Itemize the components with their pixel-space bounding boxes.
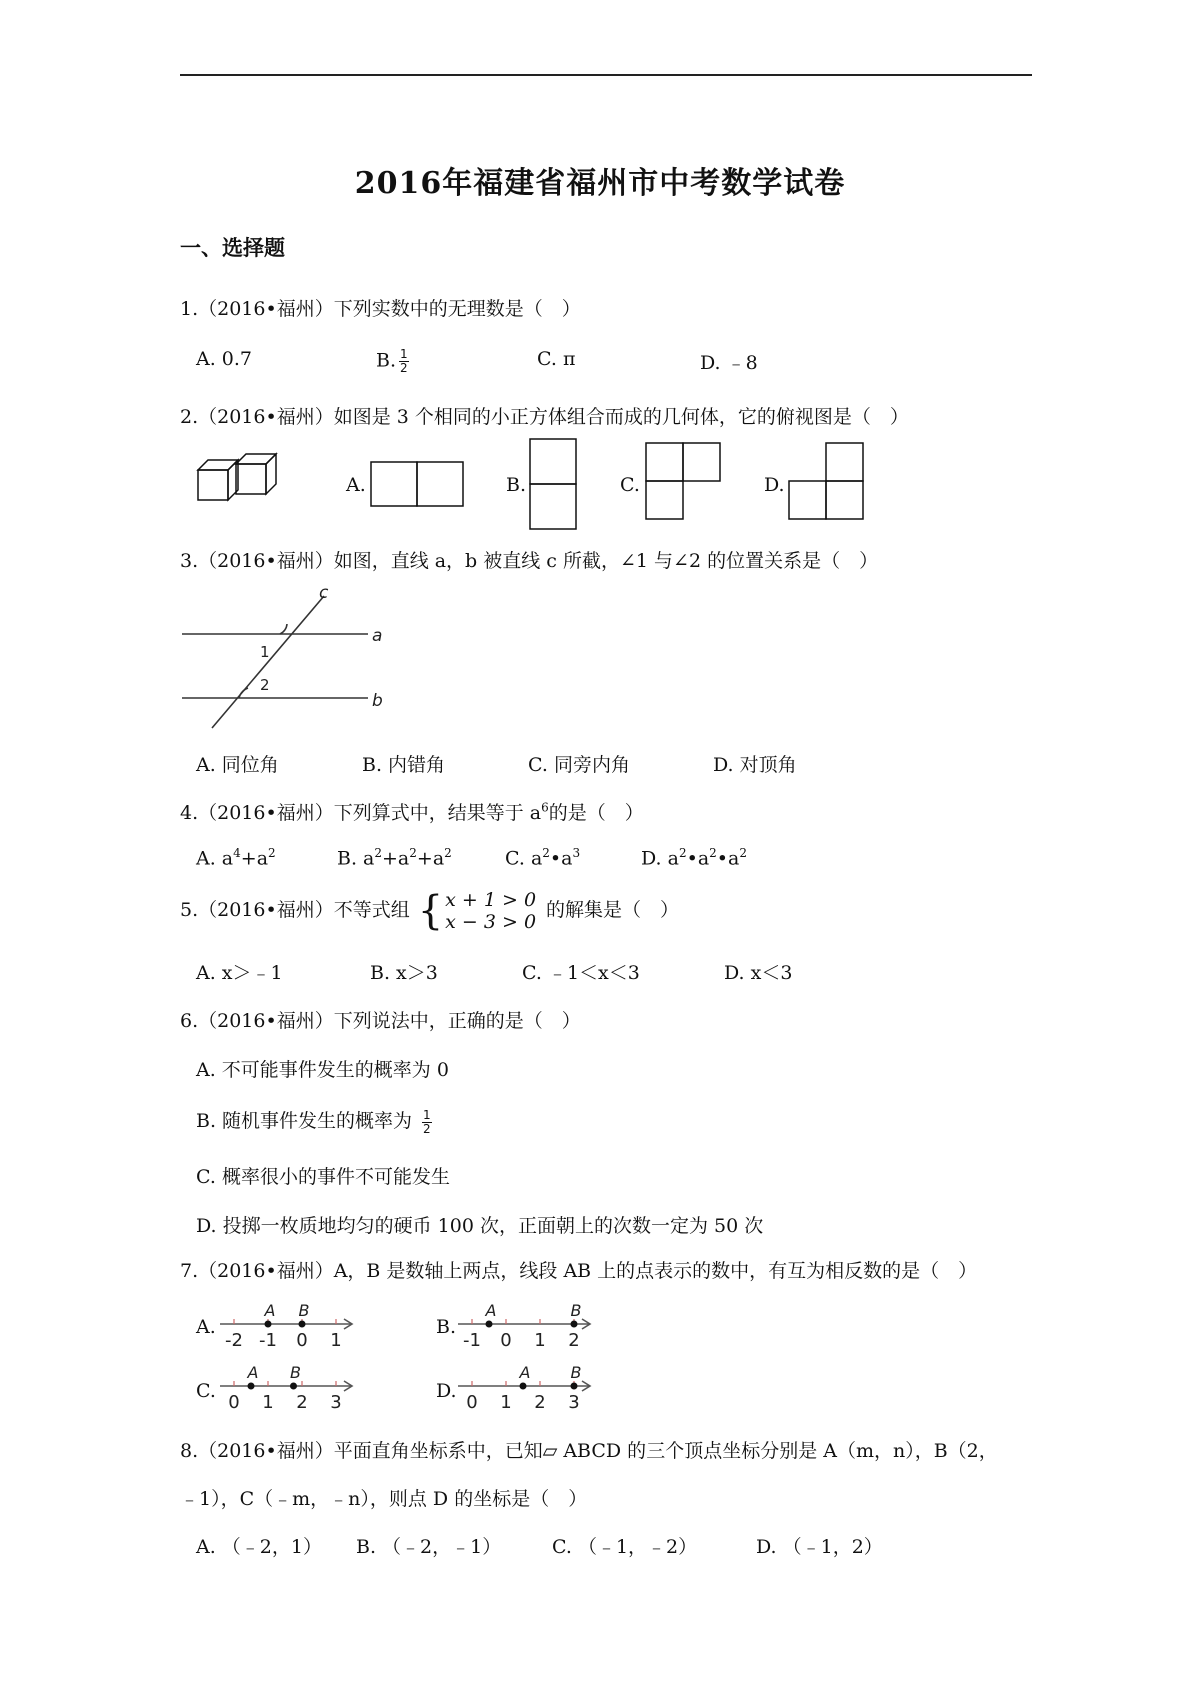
- brace-icon: {: [417, 888, 444, 934]
- fraction: [399, 348, 409, 375]
- q4-d-text: •a: [716, 847, 740, 870]
- question-7-stem: 7.（2016•福州）A，B 是数轴上两点，线段 AB 上的点表示的数中，有互为相反数的是（ ）: [180, 1260, 978, 1282]
- q2-option-a-label: A.: [346, 474, 366, 496]
- point-a-label: A: [264, 1301, 276, 1320]
- q4-d-sup: 2: [739, 846, 747, 860]
- q7-option-a-label: A.: [196, 1316, 216, 1338]
- fraction-denominator: 2: [423, 1121, 431, 1136]
- point-a-label: A: [519, 1363, 531, 1382]
- tick-label: 2: [534, 1392, 546, 1413]
- q7-option-b-label: B.: [436, 1316, 457, 1338]
- fraction-numerator: 1: [423, 1107, 431, 1122]
- q5-option-a: A. x＞﹣1: [196, 962, 283, 984]
- point-b-label: B: [290, 1363, 301, 1382]
- tick-label: 1: [534, 1330, 546, 1351]
- question-2-stem: 2.（2016•福州）如图是 3 个相同的小正方体组合而成的几何体，它的俯视图是（ ）: [180, 406, 909, 428]
- q4-a-text: +a: [240, 847, 269, 870]
- number-line-a: [220, 1296, 380, 1354]
- question-8-line-1: 8.（2016•福州）平面直角坐标系中，已知▱ ABCD 的三个顶点坐标分别是 A（m，n），B（2，: [180, 1440, 998, 1462]
- q1-option-b: [376, 348, 409, 375]
- point-a-dot: [486, 1321, 493, 1328]
- tick-label: 1: [330, 1330, 342, 1351]
- point-b-label: B: [570, 1301, 582, 1320]
- angle-2-label: 2: [260, 676, 270, 694]
- q1-option-c: C. π: [537, 348, 576, 370]
- q6-option-d: D. 投掷一枚质地均匀的硬币 100 次，正面朝上的次数一定为 50 次: [196, 1215, 764, 1237]
- q8-option-d: D. （﹣1，2）: [756, 1536, 883, 1558]
- parallel-lines-figure: [178, 586, 398, 736]
- point-b-label: B: [298, 1301, 310, 1320]
- q2-option-a-figure: [370, 461, 466, 509]
- q6-option-c: C. 概率很小的事件不可能发生: [196, 1166, 450, 1188]
- point-b-dot: [571, 1383, 578, 1390]
- q4-option-d: [641, 846, 747, 869]
- q3-option-d: D. 对顶角: [713, 754, 797, 776]
- angle-1-label: 1: [260, 643, 270, 661]
- q1-option-a: A. 0.7: [196, 348, 253, 370]
- point-b-dot: [299, 1321, 306, 1328]
- q4-b-sup: 2: [444, 846, 452, 860]
- q8-option-c: C. （﹣1，﹣2）: [552, 1536, 698, 1558]
- number-line-b: [458, 1296, 618, 1354]
- tick-label: 0: [296, 1330, 308, 1351]
- point-a-label: A: [247, 1363, 259, 1382]
- q1-option-d: D. ﹣8: [700, 352, 758, 374]
- tick-label: 3: [568, 1392, 580, 1413]
- q4-c-text: C. a: [505, 847, 543, 870]
- label-c: c: [319, 586, 329, 603]
- fraction-numerator: 1: [400, 347, 408, 361]
- page-title: 2016年福建省福州市中考数学试卷: [354, 166, 846, 201]
- point-a-dot: [265, 1321, 272, 1328]
- q4-b-text: +a: [382, 847, 410, 870]
- label-a: a: [372, 626, 383, 646]
- tick-label: 0: [500, 1330, 512, 1351]
- q2-option-c-figure: [645, 442, 725, 524]
- number-line-d: [458, 1358, 628, 1416]
- point-a-label: A: [485, 1301, 497, 1320]
- q8-option-b: B. （﹣2，﹣1）: [356, 1536, 502, 1558]
- number-line-c: [220, 1358, 380, 1416]
- header-rule: [180, 74, 1032, 76]
- q4-d-text: •a: [686, 847, 710, 870]
- q3-option-c: C. 同旁内角: [528, 754, 630, 776]
- q7-option-c-label: C.: [196, 1380, 216, 1402]
- inequality-system: [445, 889, 536, 933]
- q5-stem-pre: 5.（2016•福州）不等式组: [180, 899, 410, 921]
- q6-option-b: [196, 1106, 432, 1136]
- question-3-stem: 3.（2016•福州）如图，直线 a，b 被直线 c 所截，∠1 与∠2 的位置关系是（ ）: [180, 550, 879, 572]
- q4-a-sup: 2: [268, 846, 276, 860]
- question-4-stem: [180, 798, 644, 825]
- cube-solid-figure: [196, 448, 296, 508]
- q4-b-text: +a: [416, 847, 445, 870]
- label-b: b: [372, 691, 383, 711]
- fraction: [422, 1109, 432, 1136]
- point-b-label: B: [570, 1363, 582, 1382]
- q4-a-text: A. a: [196, 847, 234, 870]
- q4-c-text: •a: [549, 847, 573, 870]
- tick-label: -2: [225, 1330, 243, 1351]
- q6-b-text: B. 随机事件发生的概率为: [196, 1110, 413, 1132]
- question-5-stem: [180, 888, 679, 933]
- point-b-dot: [571, 1321, 578, 1328]
- q2-option-d-figure: [788, 442, 868, 524]
- tick-label: 2: [296, 1392, 308, 1413]
- q4-c-sup: 3: [572, 846, 581, 860]
- q5-option-c: C. ﹣1＜x＜3: [522, 962, 640, 984]
- tick-label: -1: [259, 1330, 277, 1351]
- point-b-dot: [290, 1383, 297, 1390]
- question-1-stem: 1.（2016•福州）下列实数中的无理数是（ ）: [180, 298, 581, 320]
- inequality-2: x − 3 > 0: [445, 911, 537, 933]
- tick-label: 1: [262, 1392, 274, 1413]
- q3-option-a: A. 同位角: [196, 754, 279, 776]
- q5-option-d: D. x＜3: [724, 962, 793, 984]
- q6-option-a: A. 不可能事件发生的概率为 0: [196, 1059, 449, 1081]
- q2-option-c-label: C.: [620, 474, 640, 496]
- tick-label: 1: [500, 1392, 512, 1413]
- section-heading: 一、选择题: [180, 235, 285, 260]
- q4-c-sup: 2: [542, 846, 550, 860]
- point-a-dot: [248, 1383, 255, 1390]
- q4-stem-pre: 4.（2016•福州）下列算式中，结果等于 a: [180, 802, 542, 824]
- q4-b-text: B. a: [337, 847, 375, 870]
- q4-stem-sup: 6: [541, 800, 549, 815]
- q3-option-b: B. 内错角: [362, 754, 446, 776]
- tick-label: 3: [330, 1392, 342, 1413]
- q4-a-sup: 4: [233, 846, 241, 860]
- q4-b-sup: 2: [409, 846, 417, 860]
- q4-option-c: [505, 846, 580, 869]
- point-a-dot: [520, 1383, 527, 1390]
- tick-label: 0: [466, 1392, 478, 1413]
- q1-option-b-prefix: B.: [376, 349, 397, 372]
- question-8-line-2: ﹣1），C（﹣m，﹣n），则点 D 的坐标是（ ）: [180, 1488, 588, 1510]
- q7-option-d-label: D.: [436, 1380, 457, 1402]
- q4-d-sup: 2: [678, 846, 687, 860]
- q5-stem-post: 的解集是（ ）: [546, 899, 680, 921]
- q2-option-d-label: D.: [764, 474, 785, 496]
- q2-option-b-label: B.: [506, 474, 527, 496]
- q2-option-b-figure: [529, 438, 579, 532]
- q8-option-a: A. （﹣2，1）: [196, 1536, 322, 1558]
- tick-label: -1: [463, 1330, 481, 1351]
- fraction-denominator: 2: [400, 361, 408, 375]
- q4-d-text: D. a: [641, 847, 679, 870]
- q4-stem-post: 的是（ ）: [548, 802, 644, 824]
- q4-option-b: [337, 846, 452, 869]
- tick-label: 2: [568, 1330, 580, 1351]
- inequality-1: x + 1 > 0: [445, 889, 537, 911]
- q4-option-a: [196, 846, 276, 869]
- q4-b-sup: 2: [374, 846, 383, 860]
- q5-option-b: B. x＞3: [370, 962, 438, 984]
- tick-label: 0: [228, 1392, 240, 1413]
- q4-d-sup: 2: [709, 846, 717, 860]
- question-6-stem: 6.（2016•福州）下列说法中，正确的是（ ）: [180, 1010, 581, 1032]
